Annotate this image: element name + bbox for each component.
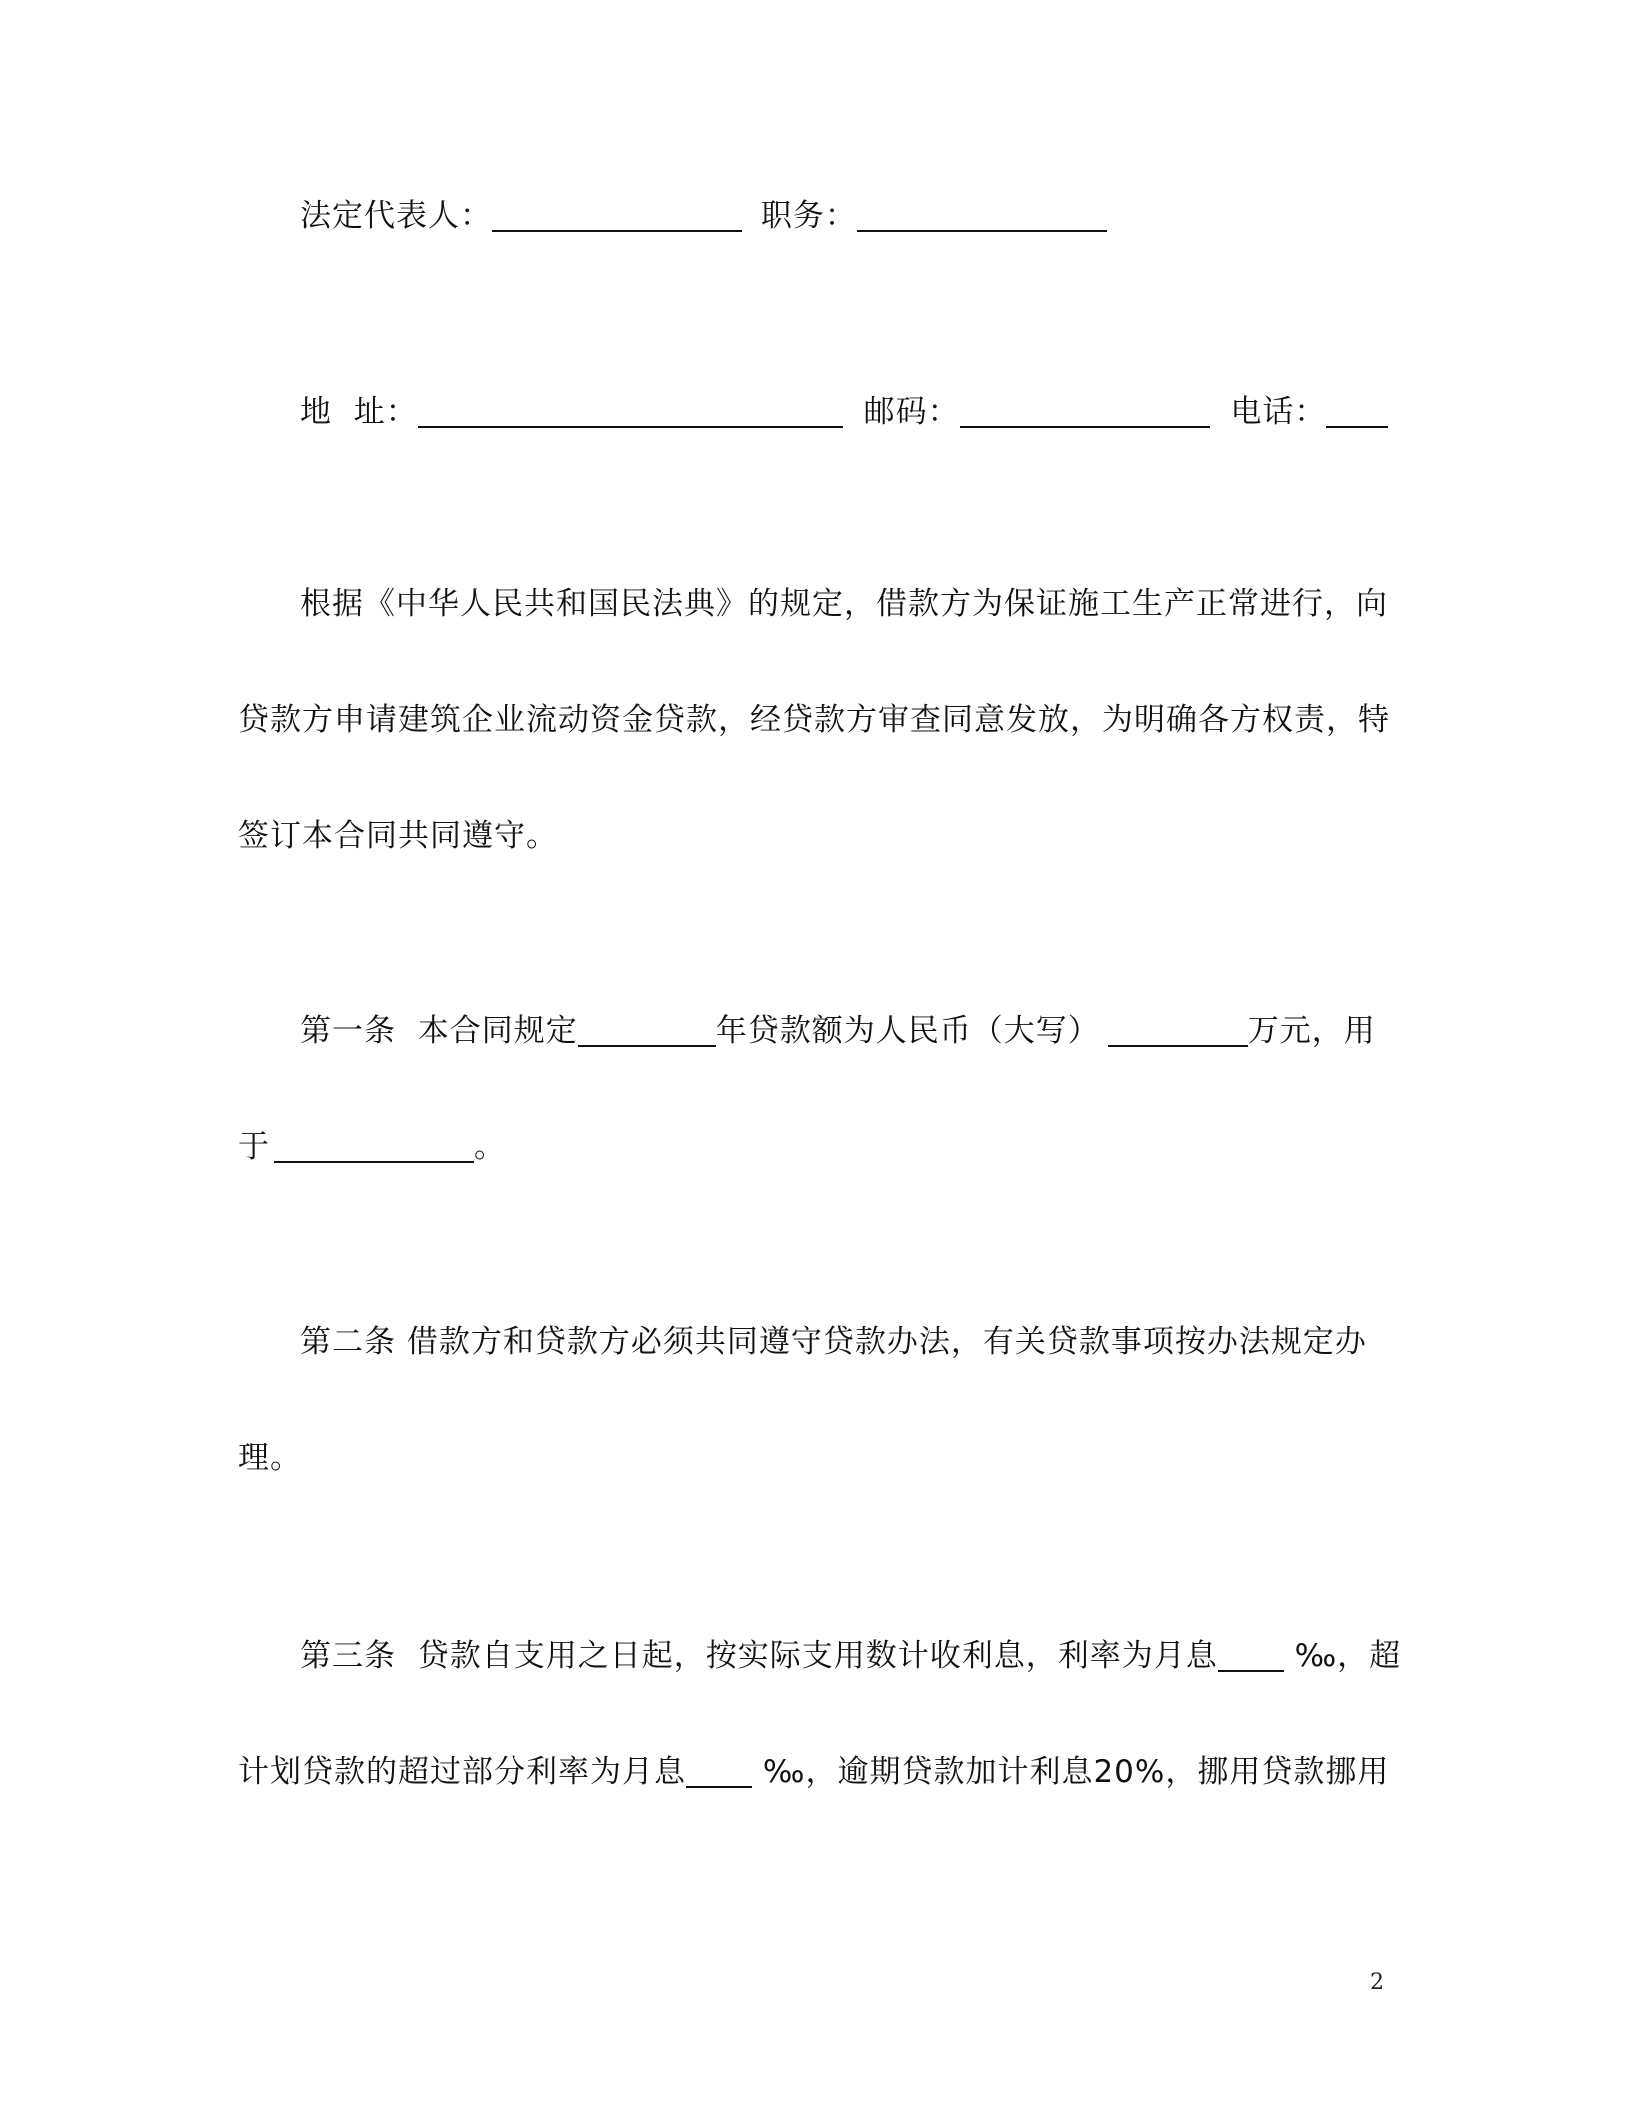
article-1-text-b: 年贷款额为人民币（大写）: [715, 1013, 1100, 1049]
address-label: 地 址：: [300, 394, 418, 430]
article-1-text-a: 第一条 本合同规定: [300, 1013, 578, 1049]
article-1-line-2: [238, 1127, 506, 1167]
article-3-text-b: ‰，超: [1283, 1638, 1402, 1674]
article-3-rate-blank[interactable]: [1218, 1640, 1284, 1672]
article-3-text-d: ‰，逾期贷款加计利息20%，挪用贷款挪用: [752, 1754, 1390, 1790]
article-3-text-a: 第三条 贷款自支用之日起，按实际支用数计收利息，利率为月息: [300, 1638, 1218, 1674]
zip-label: 邮码：: [863, 394, 960, 430]
legal-representative-line: [300, 196, 1107, 236]
phone-blank[interactable]: [1326, 396, 1388, 428]
article-3-excess-rate-blank[interactable]: [686, 1756, 752, 1788]
position-blank[interactable]: [857, 200, 1107, 232]
position-label: 职务：: [760, 198, 857, 234]
legal-representative-blank[interactable]: [492, 200, 742, 232]
article-1-line-1: [300, 1011, 1376, 1051]
article-1-year-blank[interactable]: [578, 1015, 716, 1047]
preamble-line-3: 签订本合同共同遵守。: [238, 818, 558, 854]
article-3-line-1: [300, 1636, 1401, 1676]
article-1-text-e: 。: [474, 1129, 506, 1165]
preamble-line-2: 贷款方申请建筑企业流动资金贷款，经贷款方审查同意发放，为明确各方权责，特: [238, 702, 1390, 738]
address-line: [300, 392, 1388, 432]
address-blank[interactable]: [418, 396, 843, 428]
article-3-line-2: [238, 1752, 1389, 1792]
phone-label: 电话：: [1230, 394, 1327, 430]
page-number: 2: [1370, 1970, 1384, 1995]
article-1-purpose-blank[interactable]: [274, 1131, 474, 1163]
article-1-text-d: 于: [238, 1129, 270, 1165]
article-2-line-1: 第二条 借款方和贷款方必须共同遵守贷款办法，有关贷款事项按办法规定办: [300, 1324, 1367, 1360]
preamble-line-1: 根据《中华人民共和国民法典》的规定，借款方为保证施工生产正常进行，向: [300, 586, 1388, 622]
legal-representative-label: 法定代表人：: [300, 198, 492, 234]
article-2-line-2: 理。: [238, 1440, 302, 1476]
zip-blank[interactable]: [960, 396, 1210, 428]
article-3-text-c: 计划贷款的超过部分利率为月息: [238, 1754, 686, 1790]
article-1-text-c: 万元，用: [1247, 1013, 1376, 1049]
article-1-amount-blank[interactable]: [1108, 1015, 1248, 1047]
